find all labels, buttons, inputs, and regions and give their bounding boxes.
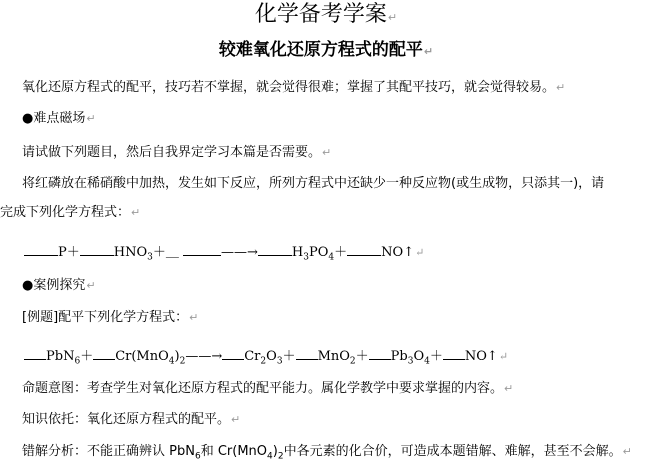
error-text: 错解分析：不能正确辨认 PbN xyxy=(22,444,195,459)
eq1-term: PO xyxy=(309,245,329,260)
answer-blank[interactable] xyxy=(183,243,221,256)
eq1-subscript: 4 xyxy=(328,252,335,263)
paragraph-mark: ↵ xyxy=(622,445,632,458)
eq1-term: ＋＿ xyxy=(152,245,179,260)
problem-text-2: 完成下列化学方程式： xyxy=(0,205,131,220)
eq2-subscript: 3 xyxy=(407,356,414,367)
eq1-term: H xyxy=(291,245,304,260)
example-label xyxy=(22,310,198,326)
eq1-subscript: 3 xyxy=(303,252,309,263)
error-subscript: 2 xyxy=(277,451,284,462)
intro-text: 氧化还原方程式的配平，技巧若不掌握，就会觉得很难；掌握了其配平技巧，就会觉得较易。 xyxy=(22,80,556,95)
paragraph-mark: ↵ xyxy=(231,413,241,426)
error-subscript: 6 xyxy=(194,451,201,462)
eq2-term: O xyxy=(413,349,425,364)
eq2-subscript: 3 xyxy=(276,356,283,367)
eq2-subscript: 2 xyxy=(179,356,186,367)
section1-heading-text: ●难点磁场 xyxy=(22,111,86,126)
section-heading-case xyxy=(22,278,96,294)
eq2-term: ＋ xyxy=(429,349,443,364)
eq2-term: Cr xyxy=(244,349,261,364)
eq1-term: ＋ xyxy=(334,245,348,260)
instruction-paragraph xyxy=(22,145,331,161)
eq2-term: ＋ xyxy=(282,349,296,364)
paragraph-mark: ↵ xyxy=(131,206,141,219)
error-text: 中各元素的化合价，可造成本题错解、难解，甚至不会解。 xyxy=(283,444,622,459)
paragraph-mark: ↵ xyxy=(556,81,566,94)
paragraph-mark: ↵ xyxy=(498,350,509,363)
document-title xyxy=(0,2,652,31)
basis-text: 知识依托：氧化还原方程式的配平。 xyxy=(22,412,231,427)
paragraph-mark: ↵ xyxy=(387,11,398,24)
answer-blank[interactable] xyxy=(24,347,46,360)
paragraph-mark: ↵ xyxy=(415,246,425,259)
eq2-term: MnO xyxy=(317,349,350,364)
instruction-text: 请试做下列题目，然后自我界定学习本篇是否需要。 xyxy=(22,145,322,160)
eq2-subscript: 4 xyxy=(424,356,430,367)
paragraph-mark: ↵ xyxy=(504,382,514,395)
equation-1 xyxy=(24,243,424,261)
subtitle-text: 较难氧化还原方程式的配平 xyxy=(218,40,423,60)
eq1-term: HNO xyxy=(113,245,148,260)
paragraph-mark: ↵ xyxy=(423,45,434,58)
answer-blank[interactable] xyxy=(347,243,381,256)
answer-blank[interactable] xyxy=(443,347,465,360)
eq2-term: NO↑ xyxy=(464,349,498,364)
problem-line-1 xyxy=(22,176,604,192)
document-subtitle xyxy=(0,39,652,63)
eq2-arrow: ——→ xyxy=(185,349,223,364)
title-text: 化学备考学案 xyxy=(254,2,387,27)
paragraph-mark: ↵ xyxy=(322,146,332,159)
eq2-term: ) xyxy=(174,349,180,364)
eq1-term: P＋ xyxy=(58,245,80,260)
eq2-term: Pb xyxy=(390,349,408,364)
intent-text: 命题意图：考查学生对氧化还原方程式的配平能力。属化学教学中要求掌握的内容。 xyxy=(22,381,504,396)
answer-blank[interactable] xyxy=(80,243,114,256)
eq1-term: NO↑ xyxy=(381,245,415,260)
answer-blank[interactable] xyxy=(258,243,292,256)
paragraph-mark: ↵ xyxy=(189,311,199,324)
example-label-text: [例题]配平下列化学方程式： xyxy=(22,310,189,325)
intro-paragraph xyxy=(22,80,565,96)
answer-blank[interactable] xyxy=(24,243,58,256)
section-heading-difficulty xyxy=(22,111,96,127)
eq2-subscript: 2 xyxy=(349,356,356,367)
error-analysis-paragraph xyxy=(22,444,632,460)
answer-blank[interactable] xyxy=(222,347,244,360)
eq2-subscript: 2 xyxy=(260,356,267,367)
eq1-arrow: ——→ xyxy=(221,245,258,260)
error-text: 和 Cr(MnO xyxy=(200,444,268,459)
eq2-term: ＋ xyxy=(80,349,94,364)
answer-blank[interactable] xyxy=(296,347,318,360)
eq2-term: ＋ xyxy=(355,349,369,364)
error-subscript: 4 xyxy=(267,451,273,462)
eq2-subscript: 6 xyxy=(74,356,81,367)
answer-blank[interactable] xyxy=(93,347,115,360)
paragraph-mark: ↵ xyxy=(86,279,96,292)
intent-paragraph xyxy=(22,381,513,397)
problem-text-1: 将红磷放在稀硝酸中加热，发生如下反应，所列方程式中还缺少一种反应物(或生成物，只添其一)，请 xyxy=(22,176,605,191)
eq2-term: PbN xyxy=(46,349,75,364)
error-text: ) xyxy=(272,444,278,459)
eq2-term: Cr(MnO xyxy=(115,349,169,364)
problem-line-2 xyxy=(0,205,140,221)
eq1-subscript: 3 xyxy=(147,252,153,263)
equation-2 xyxy=(24,347,508,365)
paragraph-mark: ↵ xyxy=(86,112,96,125)
eq2-subscript: 4 xyxy=(168,356,175,367)
basis-paragraph xyxy=(22,412,240,428)
section2-heading-text: ●案例探究 xyxy=(22,278,86,293)
answer-blank[interactable] xyxy=(369,347,391,360)
eq2-term: O xyxy=(266,349,277,364)
